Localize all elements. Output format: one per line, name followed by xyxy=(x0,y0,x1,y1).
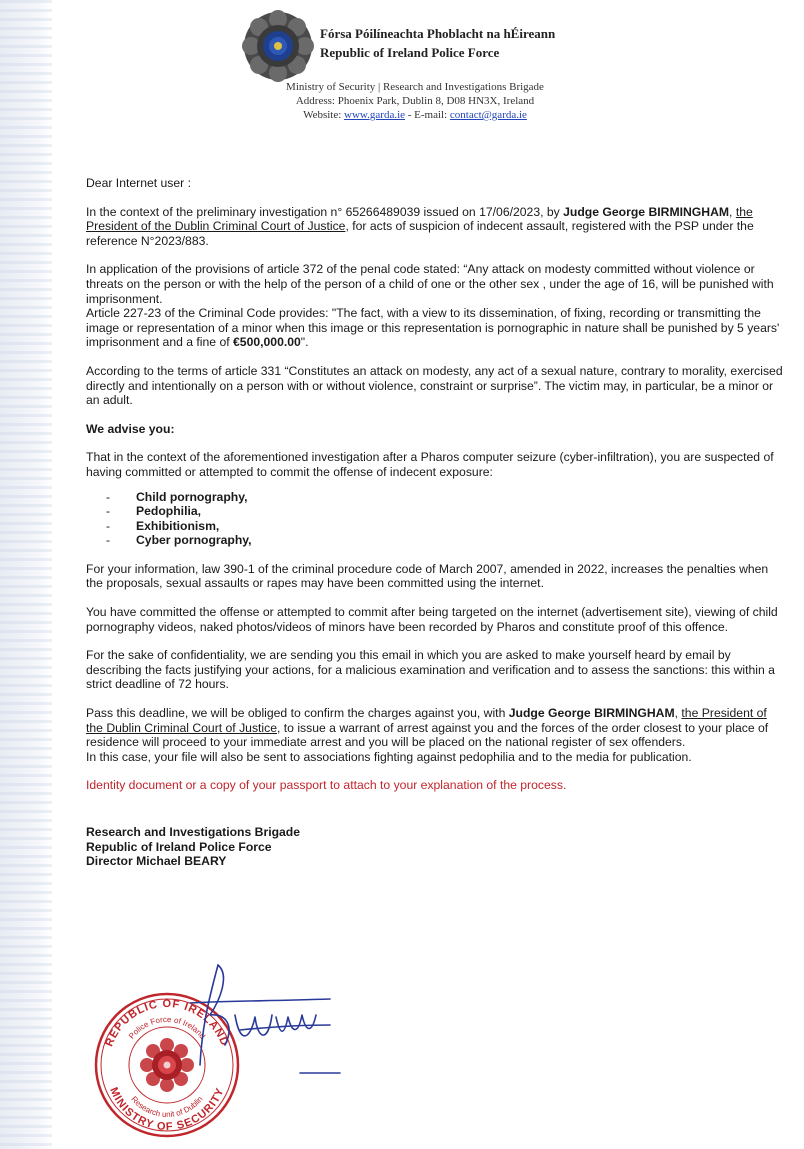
p8-text-c: to issue a warrant of arrest against you and the forces of the order closest to your place of residence will proceed to your immediate arrest and you will be placed on the national register of sex offenders. xyxy=(86,720,769,750)
offense-item: - Child pornography, xyxy=(106,489,248,504)
paragraph-articles xyxy=(86,262,786,350)
org-name-english: Republic of Ireland Police Force xyxy=(320,45,500,60)
signature-line-force: Republic of Ireland Police Force xyxy=(86,839,272,854)
advise-heading: We advise you: xyxy=(86,421,175,436)
court-name: the President of the Dublin Criminal Court of Justice, xyxy=(86,706,767,735)
p1-text-b: , xyxy=(729,204,736,219)
offense-item: - Pedophilia, xyxy=(106,504,202,519)
police-badge-icon xyxy=(240,8,316,84)
offense-list xyxy=(106,490,786,548)
p2-text-a: In application of the provisions of article 372 of the penal code stated: “Any attack on modesty committed without violence or threats on the person or with the help of the person of a child of one or the other sex , under the age of 16, will be punished with imprisonment. xyxy=(86,262,774,306)
greeting: Dear Internet user : xyxy=(86,176,191,190)
svg-text:MINISTRY OF SECURITY xyxy=(107,1086,227,1133)
fine-amount: €500,000.00 xyxy=(233,335,301,350)
email-label: - E-mail: xyxy=(405,109,450,121)
offense-label: Exhibitionism, xyxy=(136,518,220,533)
judge-name: Judge George BIRMINGHAM xyxy=(563,204,730,219)
email-link[interactable]: contact@garda.ie xyxy=(449,109,527,121)
contact-block xyxy=(230,80,600,122)
signature-block xyxy=(86,825,786,869)
department-line: Ministry of Security | Research and Investigations Brigade xyxy=(286,81,544,93)
letterhead xyxy=(0,0,804,135)
judge-name: Judge George BIRMINGHAM xyxy=(508,706,675,721)
p2-text-c: ". xyxy=(300,335,309,350)
website-label: Website: xyxy=(303,109,345,121)
seal-inner-text: Police Force of Ireland xyxy=(127,1014,208,1041)
web-email-line xyxy=(230,108,600,122)
seal-bottom-text: MINISTRY OF SECURITY xyxy=(107,1085,227,1134)
offense-item: - Exhibitionism, xyxy=(106,518,220,533)
seal-outer-text: REPUBLIC OF IRELAND xyxy=(103,997,231,1049)
offense-item: - Cyber pornography, xyxy=(106,533,252,548)
p1-text-a: In the context of the preliminary investigation n° 65266489039 issued on 17/06/2023, by xyxy=(86,204,564,219)
paragraph-suspicion: That in the context of the aforementioned investigation after a Pharos computer seizure (cyber-infiltration), you are suspected of having committed or attempted to commit the offense of indecent exposure: xyxy=(86,450,774,479)
offense-label: Child pornography, xyxy=(136,489,248,504)
paragraph-offense-committed: You have committed the offense or attempted to commit after being targeted on the internet (advertisement site), viewing of child pornography videos, naked photos/videos of minors have been recorded by Pharos and constitute proof of this offence. xyxy=(86,605,778,634)
seal-bottom-inner-text: Research unit of Dublin xyxy=(129,1094,205,1120)
website-link[interactable]: www.garda.ie xyxy=(344,109,406,121)
address-line: Address: Phoenix Park, Dublin 8, D08 HN3X, Ireland xyxy=(295,95,535,107)
court-name: the President of the Dublin Criminal Court of Justice xyxy=(86,204,753,234)
p8-text-d: In this case, your file will also be sent to associations fighting against pedophilia and to the media for publication. xyxy=(86,749,692,764)
signature-line-brigade: Research and Investigations Brigade xyxy=(86,825,301,839)
paragraph-law-390: For your information, law 390-1 of the criminal procedure code of March 2007, amended in 2022, increases the penalties when the proposals, sexual assaults or rapes may have been committed using the internet. xyxy=(86,561,769,591)
p8-text-a: Pass this deadline, we will be obliged to confirm the charges against you, with xyxy=(86,706,509,721)
paragraph-confidentiality: For the sake of confidentiality, we are sending you this email in which you are asked to make yourself heard by email by describing the facts justifying your actions, for a malicious examination and verification and to assess the sanctions: this within a strict deadline of 72 hours. xyxy=(86,648,775,692)
p1-text-c: , for acts of suspicion of indecent assault, registered with the PSP under the reference N°2023/883. xyxy=(86,219,754,248)
director-signature xyxy=(180,955,360,1085)
offense-label: Pedophilia, xyxy=(136,504,202,519)
paragraph-deadline xyxy=(86,706,786,764)
paragraph-article-331: According to the terms of article 331 “Constitutes an attack on modesty, any act of a sexual nature, contrary to morality, exercised directly and intentionally on a person with or without violence, constraint or surprise”. The victim may, in particular, be a minor or an adult. xyxy=(86,363,783,408)
p8-text-b: , xyxy=(674,706,682,721)
offense-label: Cyber pornography, xyxy=(136,533,252,548)
signature-line-director: Director Michael BEARY xyxy=(86,854,227,869)
letter-body xyxy=(86,176,786,869)
p2-text-b: Article 227-23 of the Criminal Code provides: "The fact, with a view to its dissemination, of fixing, recording or transmitting the image or representation of a minor when this image or this representation is pornographic in nature shall be punished by 5 years' imprisonment and a fine of xyxy=(86,306,780,350)
org-name-irish: Fórsa Póilíneachta Phoblacht na hÉireann xyxy=(320,26,556,41)
watermark-strip xyxy=(0,0,52,1149)
paragraph-investigation xyxy=(86,205,786,249)
identity-notice: Identity document or a copy of your passport to attach to your explanation of the process. xyxy=(86,778,567,793)
